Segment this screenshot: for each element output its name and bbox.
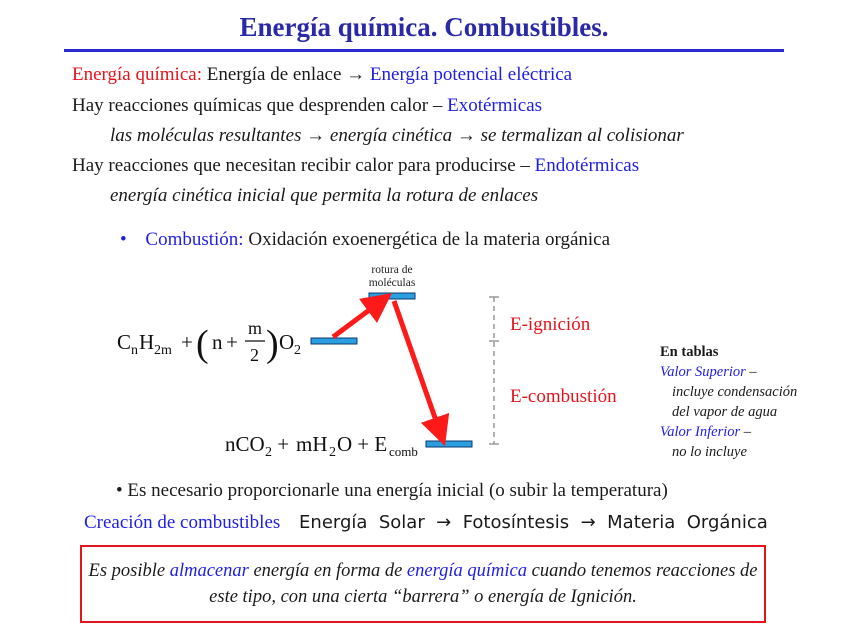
formula-frac-num: m: [248, 318, 263, 338]
bullet-marker-2: •: [116, 480, 123, 501]
note-energia-quimica: energía química: [406, 561, 527, 581]
note-text: [82, 547, 764, 610]
creacion-label: Creación de combustibles: [84, 512, 281, 533]
creacion-line: [84, 512, 768, 534]
tablas-heading: En tablas: [660, 344, 719, 360]
valor-superior-label: Valor Superior: [660, 364, 746, 380]
e-ignicion-label: E-ignición: [510, 314, 591, 335]
note-part-2: energía en forma de: [248, 561, 407, 581]
transition-level: [369, 293, 415, 299]
energia-inicial-text: Es necesario proporcionarle una energía inicial (o subir la temperatura): [127, 480, 668, 501]
formula-lparen: (: [196, 323, 209, 365]
reactants-formula: [117, 318, 301, 365]
energia-quimica-label: Energía química:: [72, 64, 202, 85]
highlight-note-box: [80, 545, 766, 623]
exotermicas-term: Exotérmicas: [447, 95, 543, 116]
formula-sub-2m: 2m: [154, 343, 172, 358]
exotermicas-text: Hay reacciones químicas que desprenden calor –: [72, 95, 443, 116]
formula-h: H: [139, 330, 155, 354]
formula-sub-comb: comb: [389, 444, 418, 459]
formula-rparen: ): [266, 323, 279, 365]
valor-inferior-desc: no lo incluye: [672, 444, 747, 460]
formula-c: C: [117, 330, 132, 354]
line-moleculas-resultantes: las moléculas resultantes → energía cinética → se termalizan al colisionar: [110, 125, 684, 146]
creacion-chain: Energía Solar → Fotosíntesis → Materia Orgánica: [299, 512, 768, 533]
page-title: Energía química. Combustibles.: [239, 12, 609, 42]
formula-sub-2a: 2: [265, 445, 272, 460]
formula-o: O: [279, 330, 295, 354]
formula-sub-n: n: [131, 343, 138, 358]
formula-plus: +: [181, 330, 193, 354]
valor-inferior-label: Valor Inferior: [660, 424, 741, 440]
line-energia-cinetica-inicial: energía cinética inicial que permita la rotura de enlaces: [110, 185, 539, 206]
endotermicas-text: Hay reacciones que necesitan recibir calor para producirse –: [72, 155, 530, 176]
formula-o-2: O: [337, 432, 353, 456]
endotermicas-term: Endotérmicas: [534, 155, 640, 176]
bullet-marker: •: [120, 229, 127, 250]
formula-mh: mH: [296, 432, 328, 456]
formula-frac-den: 2: [250, 345, 259, 365]
energia-enlace-text: Energía de enlace →: [206, 64, 366, 85]
note-part-1: Es posible: [88, 561, 170, 581]
note-part-3: cuando tenemos reacciones de este tipo, con una cierta “barrera” o energía de Ignición.: [209, 561, 758, 607]
valor-superior-desc-2: del vapor de agua: [672, 404, 778, 420]
valor-superior-line: [660, 364, 757, 381]
formula-sub-2b: 2: [329, 445, 336, 460]
bullet-energia-inicial: [116, 480, 668, 502]
e-combustion-label: E-combustión: [510, 386, 617, 407]
combustion-arrow: [394, 301, 440, 432]
energia-potencial-text: Energía potencial eléctrica: [369, 64, 573, 85]
rotura-label-2: moléculas: [368, 277, 416, 289]
ignition-arrow: [333, 302, 380, 337]
products-formula: [225, 432, 418, 460]
products-level: [426, 441, 472, 447]
rotura-label-1: rotura de: [371, 264, 413, 276]
formula-plus-e: + E: [352, 432, 388, 456]
valor-superior-dash: –: [745, 364, 757, 380]
formula-plus-2: +: [226, 330, 238, 354]
formula-plus-3: +: [272, 432, 295, 456]
reactants-level: [311, 338, 357, 344]
valor-inferior-dash: –: [740, 424, 752, 440]
note-almacenar: almacenar: [169, 561, 249, 581]
combustion-text: Oxidación exoenergética de la materia orgánica: [248, 229, 611, 250]
valor-inferior-line: [660, 424, 751, 441]
combustion-label: Combustión:: [145, 229, 244, 250]
valor-superior-desc-1: incluye condensación: [672, 384, 798, 400]
formula-sub-2: 2: [294, 343, 301, 358]
formula-n: n: [212, 330, 223, 354]
formula-nco: nCO: [225, 432, 265, 456]
